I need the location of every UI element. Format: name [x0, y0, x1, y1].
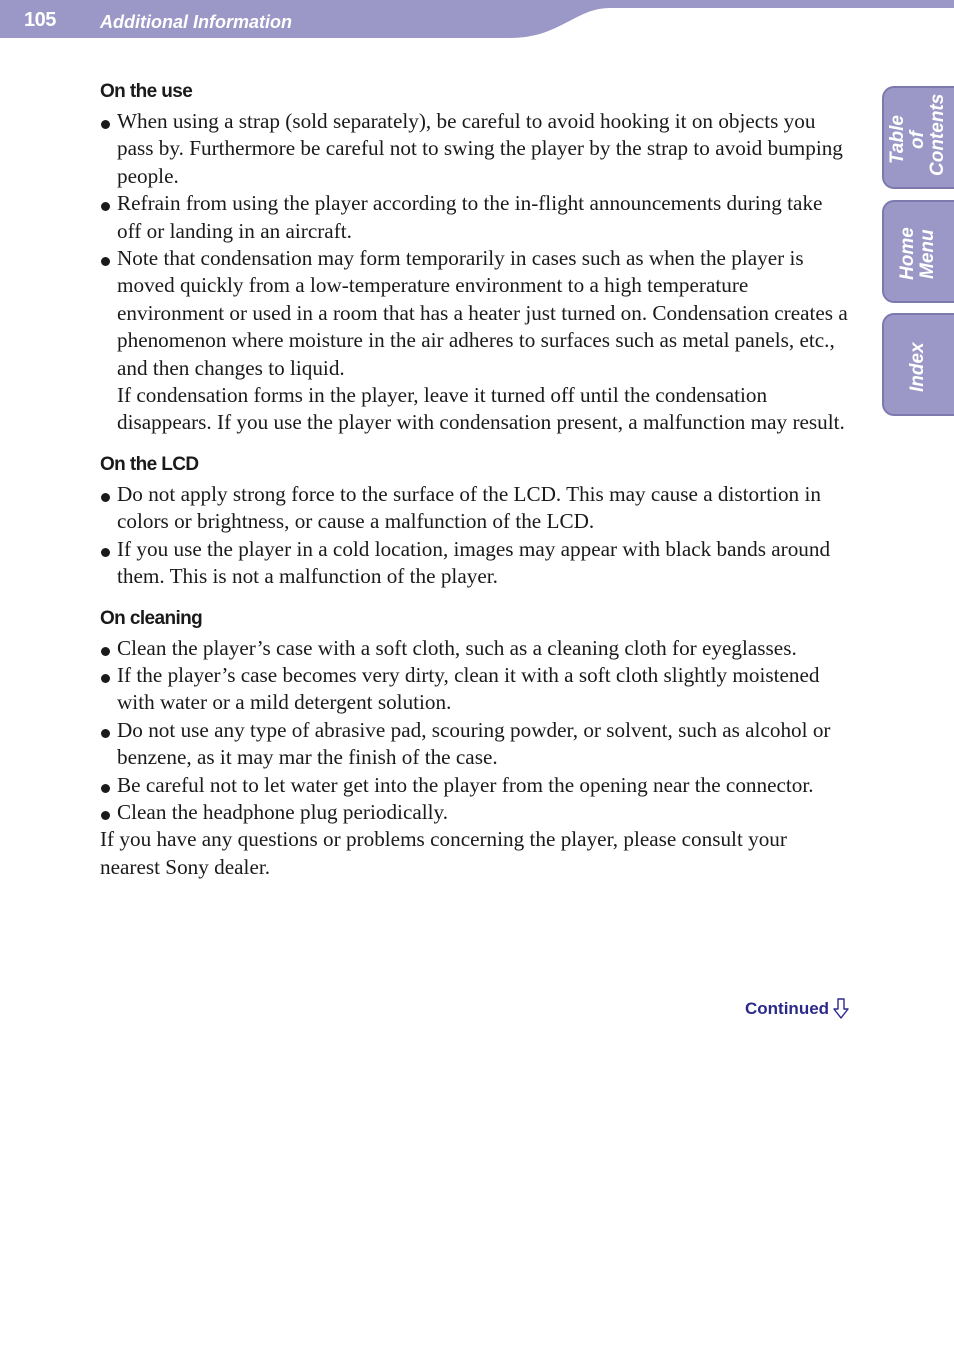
bullet-icon [101, 493, 110, 502]
section-on-cleaning [100, 605, 850, 882]
page-number: 105 [24, 9, 56, 31]
arrow-down-icon [833, 998, 849, 1020]
list-item [100, 772, 850, 799]
tab-home-menu[interactable] [882, 200, 954, 303]
list-item [100, 536, 850, 591]
bullet-icon [101, 647, 110, 656]
list-item-text: Do not use any type of abrasive pad, scouring powder, or solvent, such as alcohol or benzene, as it may mar the finish of the case. [117, 717, 831, 770]
tab-label-line: Contents [927, 93, 948, 176]
section-on-the-use [100, 78, 850, 437]
list-item [100, 717, 850, 772]
section-heading: On the use [100, 81, 193, 102]
list-item [100, 635, 850, 662]
bullet-icon [101, 729, 110, 738]
list-item [100, 190, 850, 245]
bullet-icon [101, 257, 110, 266]
list-item [100, 662, 850, 717]
tab-label-line: Menu [917, 229, 938, 279]
bullet-icon [101, 120, 110, 129]
list-item-text: Note that condensation may form temporarily in cases such as when the player is moved quickly from a low-temperature environment to a high temperature environment or used in a room that has a heater just turned on. Condensation creates a phenomenon where moisture in the air adheres to surfaces such as metal panels, etc., and then changes to liquid. [117, 246, 848, 380]
tab-home-menu-label [890, 218, 946, 290]
tab-label-line: Table of [887, 115, 928, 165]
section-heading: On the LCD [100, 453, 199, 475]
list-item-text: If you use the player in a cold location, images may appear with black bands around them. This is not a malfunction of the player. [117, 536, 831, 589]
list-item [100, 481, 850, 536]
tab-label-line: Home [897, 227, 918, 281]
closing-paragraph: If you have any questions or problems concerning the player, please consult your nearest Sony dealer. [100, 827, 787, 879]
list-item [100, 245, 850, 437]
bullet-icon [101, 784, 110, 793]
list-item-text: If the player’s case becomes very dirty, clean it with a soft cloth slightly moistened with water or a mild detergent solution. [117, 662, 820, 715]
bullet-list [100, 108, 850, 437]
list-item-text: When using a strap (sold separately), be careful to avoid hooking it on objects you pass by. Furthermore be careful not to swing the player by the strap to avoid bumping people. [117, 109, 843, 188]
main-content [100, 78, 850, 881]
list-item [100, 108, 850, 190]
bullet-list [100, 481, 850, 591]
bullet-icon [101, 674, 110, 683]
bullet-icon [101, 202, 110, 211]
section-heading: On cleaning [100, 607, 203, 629]
tab-label-line: Index [907, 342, 928, 392]
list-item-text: Clean the headphone plug periodically. [117, 799, 449, 824]
list-item-text: Do not apply strong force to the surface of the LCD. This may cause a distortion in colors or brightness, or cause a malfunction of the LCD. [117, 481, 821, 534]
section-title: Additional Information [100, 12, 292, 32]
section-on-the-lcd [100, 451, 850, 591]
list-item [100, 799, 850, 826]
continued-link[interactable] [745, 998, 849, 1020]
tab-index[interactable] [882, 313, 954, 416]
tab-table-of-contents[interactable] [882, 86, 954, 189]
page-header [0, 0, 954, 40]
list-item-text: Clean the player’s case with a soft cloth, such as a cleaning cloth for eyeglasses. [117, 635, 797, 660]
bullet-list [100, 635, 850, 827]
tab-table-of-contents-label [887, 93, 948, 176]
bullet-icon [101, 811, 110, 820]
list-item-text: If condensation forms in the player, leave it turned off until the condensation disappears. If you use the player with condensation present, a malfunction may result. [117, 383, 845, 435]
list-item-text: Be careful not to let water get into the player from the opening near the connector. [117, 772, 814, 797]
tab-index-label [890, 331, 946, 403]
continued-label: Continued [745, 999, 830, 1018]
bullet-icon [101, 548, 110, 557]
list-item-text: Refrain from using the player according to the in-flight announcements during take off or landing in an aircraft. [117, 191, 823, 243]
